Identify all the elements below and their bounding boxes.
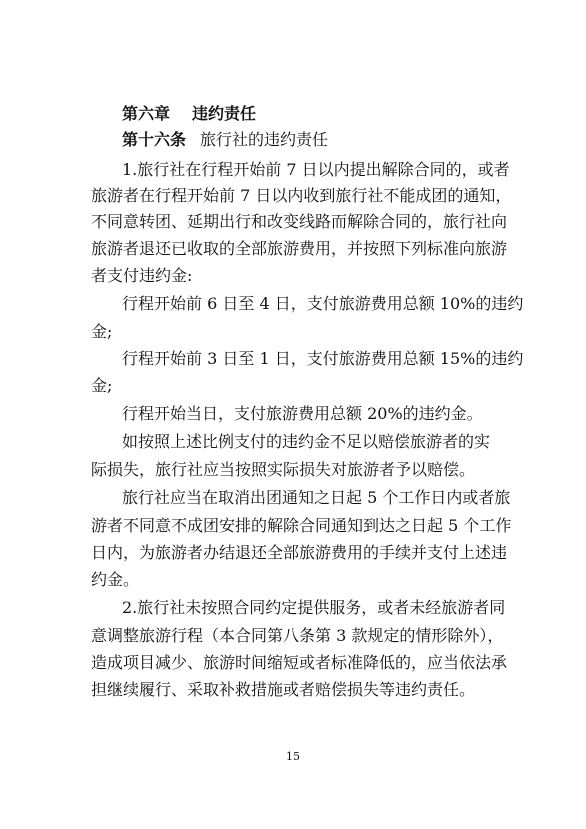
body-line: 行程开始前 3 日至 1 日，支付旅游费用总额 15%的违约 [122, 349, 524, 368]
body-line: 如按照上述比例支付的违约金不足以赔偿旅游者的实 [122, 432, 491, 451]
body-line: 际损失，旅行社应当按照实际损失对旅游者予以赔偿。 [91, 460, 476, 479]
page-number: 15 [286, 750, 300, 763]
body-line: 行程开始前 6 日至 4 日，支付旅游费用总额 10%的违约 [122, 294, 524, 313]
body-line: 担继续履行、采取补救措施或者赔偿损失等违约责任。 [91, 680, 476, 699]
chapter-title: 违约责任 [192, 104, 257, 123]
body-line: 行程开始当日，支付旅游费用总额 20%的违约金。 [122, 404, 483, 423]
body-line: 游者不同意不成团安排的解除合同通知到达之日起 5 个工作 [91, 516, 512, 535]
body-line: 旅游者在行程开始前 7 日以内收到旅行社不能成团的通知， [91, 186, 512, 205]
body-line: 约金。 [91, 570, 140, 589]
chapter-label: 第六章 [122, 104, 171, 123]
article-title: 旅行社的违约责任 [200, 130, 329, 149]
body-line: 旅行社应当在取消出团通知之日起 5 个工作日内或者旅 [122, 488, 511, 507]
chapter-heading [122, 104, 586, 124]
body-line: 金; [91, 322, 113, 341]
body-line: 2.旅行社未按照合同约定提供服务，或者未经旅游者同 [122, 598, 506, 617]
body-line: 意调整旅游行程（本合同第八条第 3 款规定的情形除外）， [91, 626, 504, 645]
body-line: 不同意转团、延期出行和改变线路而解除合同的，旅行社向 [91, 212, 508, 231]
body-line: 1.旅行社在行程开始前 7 日以内提出解除合同的，或者 [122, 160, 510, 179]
body-line: 者支付违约金: [91, 266, 193, 285]
body-line: 日内，为旅游者办结退还全部旅游费用的手续并支付上述违 [91, 543, 508, 562]
body-line: 金; [91, 376, 113, 395]
article-heading [122, 130, 586, 150]
article-label: 第十六条 [122, 130, 187, 149]
body-line: 造成项目减少、旅游时间缩短或者标准降低的，应当依法承 [91, 653, 508, 672]
body-line: 旅游者退还已收取的全部旅游费用，并按照下列标准向旅游 [91, 239, 508, 258]
